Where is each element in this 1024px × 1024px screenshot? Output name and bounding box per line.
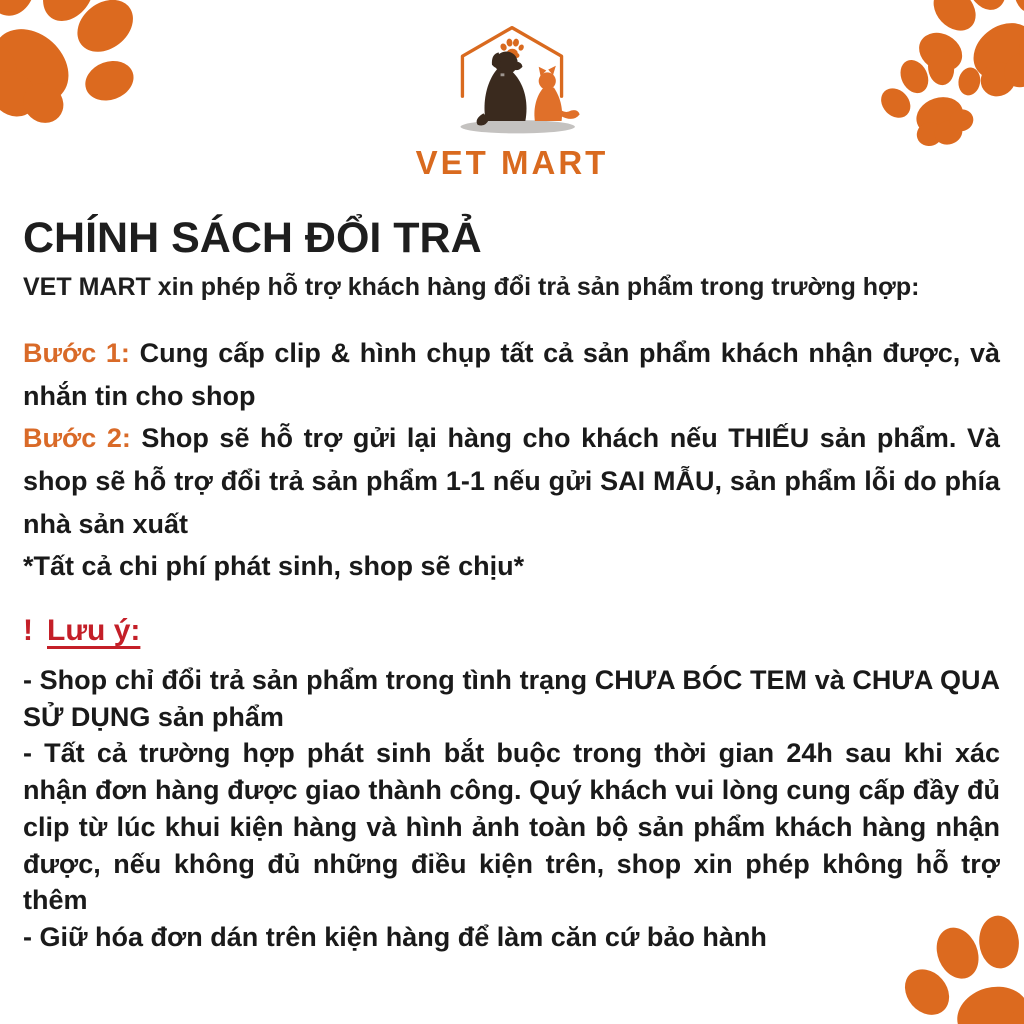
step-1-label: Bước 1:	[23, 338, 130, 368]
note-item: - Giữ hóa đơn dán trên kiện hàng để làm căn cứ bảo hành	[23, 921, 767, 952]
cat-icon	[534, 66, 579, 121]
step-1	[23, 332, 1000, 417]
brand-logo-art	[397, 20, 627, 142]
exclamation-icon: !	[23, 613, 33, 647]
step-2-text: Shop sẽ hỗ trợ gửi lại hàng cho khách nếu THIẾU sản phẩm. Và shop sẽ hỗ trợ đổi trả sản phẩm 1-1 nếu gửi SAI MẪU, sản phẩm lỗi do phía nhà sản xuất	[23, 423, 1000, 539]
brand-name: VET MART	[415, 144, 609, 181]
notes-section	[23, 662, 1000, 956]
brand-logo	[0, 0, 1024, 182]
step-2	[23, 417, 1000, 545]
page-title: CHÍNH SÁCH ĐỔI TRẢ	[23, 214, 482, 262]
note-item: - Shop chỉ đổi trả sản phẩm trong tình trạng CHƯA BÓC TEM và CHƯA QUA SỬ DỤNG sản phẩm	[23, 664, 1000, 732]
step-1-text: Cung cấp clip & hình chụp tất cả sản phẩm khách nhận được, và nhắn tin cho shop	[23, 338, 1000, 411]
attention-label: Lưu ý:	[47, 613, 141, 647]
step-2-label: Bước 2:	[23, 423, 131, 454]
intro-text: VET MART xin phép hỗ trợ khách hàng đổi trả sản phẩm trong trường hợp:	[23, 273, 920, 301]
steps-section	[23, 332, 1000, 588]
attention-heading	[23, 614, 1000, 648]
fee-note: *Tất cả chi phí phát sinh, shop sẽ chịu*	[23, 551, 525, 582]
dog-icon	[477, 51, 527, 125]
note-item: - Tất cả trường hợp phát sinh bắt buộc trong thời gian 24h sau khi xác nhận đơn hàng được giao thành công. Quý khách vui lòng cung cấp đầy đủ clip từ lúc khui kiện hàng và hình ảnh toàn bộ sản phẩm khách hàng nhận được, nếu không đủ những điều kiện trên, shop xin phép không hỗ trợ thêm	[23, 738, 1000, 916]
policy-content	[0, 214, 1024, 956]
